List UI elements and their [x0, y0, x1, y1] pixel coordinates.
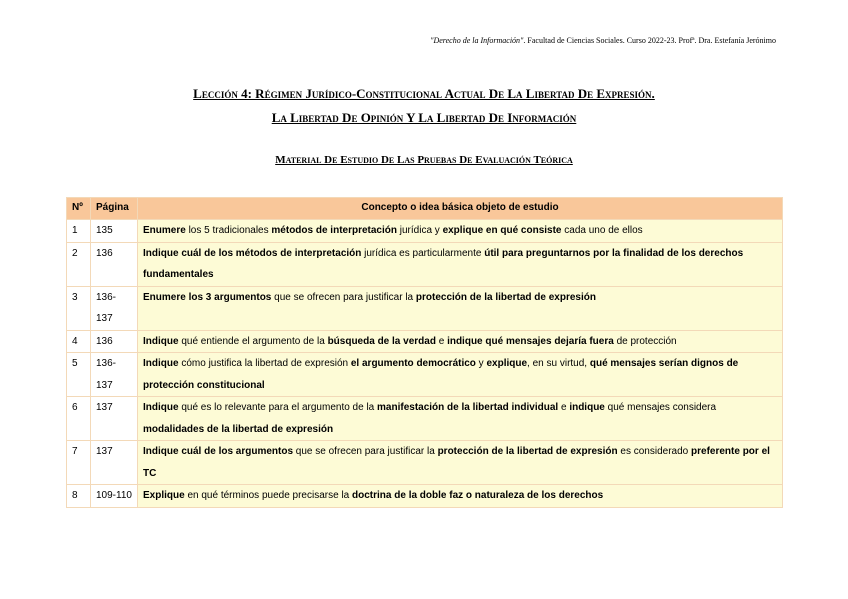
table-row: [67, 441, 783, 485]
concept-emphasis: indique qué mensajes dejaría fuera: [447, 335, 614, 347]
table-row: [67, 286, 783, 330]
concept-text: de protección: [613, 335, 677, 347]
concept-text: jurídica y: [396, 225, 443, 236]
concept-emphasis: Indique: [143, 358, 179, 369]
concept-text: es considerado: [617, 446, 692, 457]
concept-text: en qué términos puede precisarse la: [184, 490, 353, 501]
row-number: 1: [67, 220, 91, 243]
concept-emphasis: Indique: [143, 402, 179, 413]
row-number: 2: [67, 242, 91, 286]
table-row: [67, 220, 783, 243]
concept-emphasis: manifestación de la libertad individual: [377, 402, 559, 413]
concept-text: e: [558, 402, 570, 413]
course-info: . Facultad de Ciencias Sociales. Curso 2022-23. Profª. Dra. Estefanía Jerónimo: [523, 36, 776, 45]
row-page: 137: [91, 397, 138, 441]
concept-emphasis: Indique: [143, 335, 179, 347]
concept-emphasis: doctrina de la doble faz o naturaleza de los derechos: [352, 490, 604, 501]
concept-emphasis: métodos de interpretación: [271, 225, 397, 236]
concept-text: jurídica es particularmente: [361, 247, 485, 259]
row-number: 8: [67, 485, 91, 508]
concept-text: e: [435, 335, 448, 347]
study-table: [66, 197, 783, 508]
concept-emphasis: protección de la libertad de expresión: [437, 446, 618, 457]
concept-emphasis: Enumere los 3 argumentos: [143, 291, 272, 303]
concept-emphasis: explique en qué consiste: [442, 225, 562, 236]
row-number: 7: [67, 441, 91, 485]
concept-emphasis: Indique cuál de los argumentos: [143, 446, 294, 457]
row-number: 5: [67, 353, 91, 397]
table-row: [67, 397, 783, 441]
concept-emphasis: qué mensajes serían dignos de protección constitucional: [143, 358, 739, 391]
course-header-note: [430, 36, 776, 45]
row-page: 109-110: [91, 485, 138, 508]
concept-text: que se ofrecen para justificar la: [271, 291, 416, 303]
row-page: 136-137: [91, 286, 138, 330]
concept-emphasis: protección de la libertad de expresión: [415, 291, 596, 303]
concept-text: los 5 tradicionales: [185, 225, 272, 236]
header-number: Nº: [67, 198, 91, 220]
row-page: 137: [91, 441, 138, 485]
row-number: 4: [67, 330, 91, 353]
concept-text: cómo justifica la libertad de expresión: [178, 358, 351, 369]
concept-text: cada uno de ellos: [561, 225, 643, 236]
concept-emphasis: modalidades de la libertad de expresión: [143, 423, 334, 435]
lesson-title: Lección 4: Régimen Jurídico-Constitucional Actual De La Libertad De Expresión.: [193, 86, 655, 101]
row-concept: [138, 353, 783, 397]
row-concept: [138, 220, 783, 243]
row-concept: [138, 242, 783, 286]
concept-emphasis: el argumento democrático: [350, 358, 476, 369]
concept-text: y: [475, 358, 487, 369]
concept-text: qué entiende el argumento de la: [178, 335, 328, 347]
row-page: 136: [91, 330, 138, 353]
concept-emphasis: Indique cuál de los métodos de interpretación: [143, 247, 362, 259]
table-header-row: [67, 198, 783, 220]
section-heading: Material De Estudio De Las Pruebas De Evaluación Teórica: [275, 154, 573, 166]
concept-emphasis: preferente por el TC: [143, 446, 770, 479]
row-concept: [138, 397, 783, 441]
row-page: 136-137: [91, 353, 138, 397]
concept-emphasis: explique: [486, 358, 528, 369]
table-row: [67, 353, 783, 397]
lesson-subtitle: La Libertad De Opinión Y La Libertad De Información: [271, 110, 577, 125]
concept-emphasis: útil para preguntarnos por la finalidad de los derechos fundamentales: [143, 247, 744, 280]
table-row: [67, 485, 783, 508]
concept-text: que se ofrecen para justificar la: [293, 446, 438, 457]
concept-emphasis: Enumere: [143, 225, 186, 236]
table-row: [67, 330, 783, 353]
row-number: 3: [67, 286, 91, 330]
row-number: 6: [67, 397, 91, 441]
row-concept: [138, 441, 783, 485]
header-page: Página: [91, 198, 138, 220]
concept-text: qué mensajes considera: [604, 402, 717, 413]
concept-emphasis: indique: [569, 402, 605, 413]
row-page: 135: [91, 220, 138, 243]
table-row: [67, 242, 783, 286]
row-concept: [138, 330, 783, 353]
concept-text: qué es lo relevante para el argumento de la: [178, 402, 378, 413]
row-page: 136: [91, 242, 138, 286]
course-title: "Derecho de la Información": [430, 36, 524, 45]
concept-emphasis: búsqueda de la verdad: [327, 335, 436, 347]
row-concept: [138, 485, 783, 508]
row-concept: [138, 286, 783, 330]
header-concept: Concepto o idea básica objeto de estudio: [138, 198, 783, 220]
concept-text: , en su virtud,: [527, 358, 590, 369]
concept-emphasis: Explique: [143, 490, 185, 501]
